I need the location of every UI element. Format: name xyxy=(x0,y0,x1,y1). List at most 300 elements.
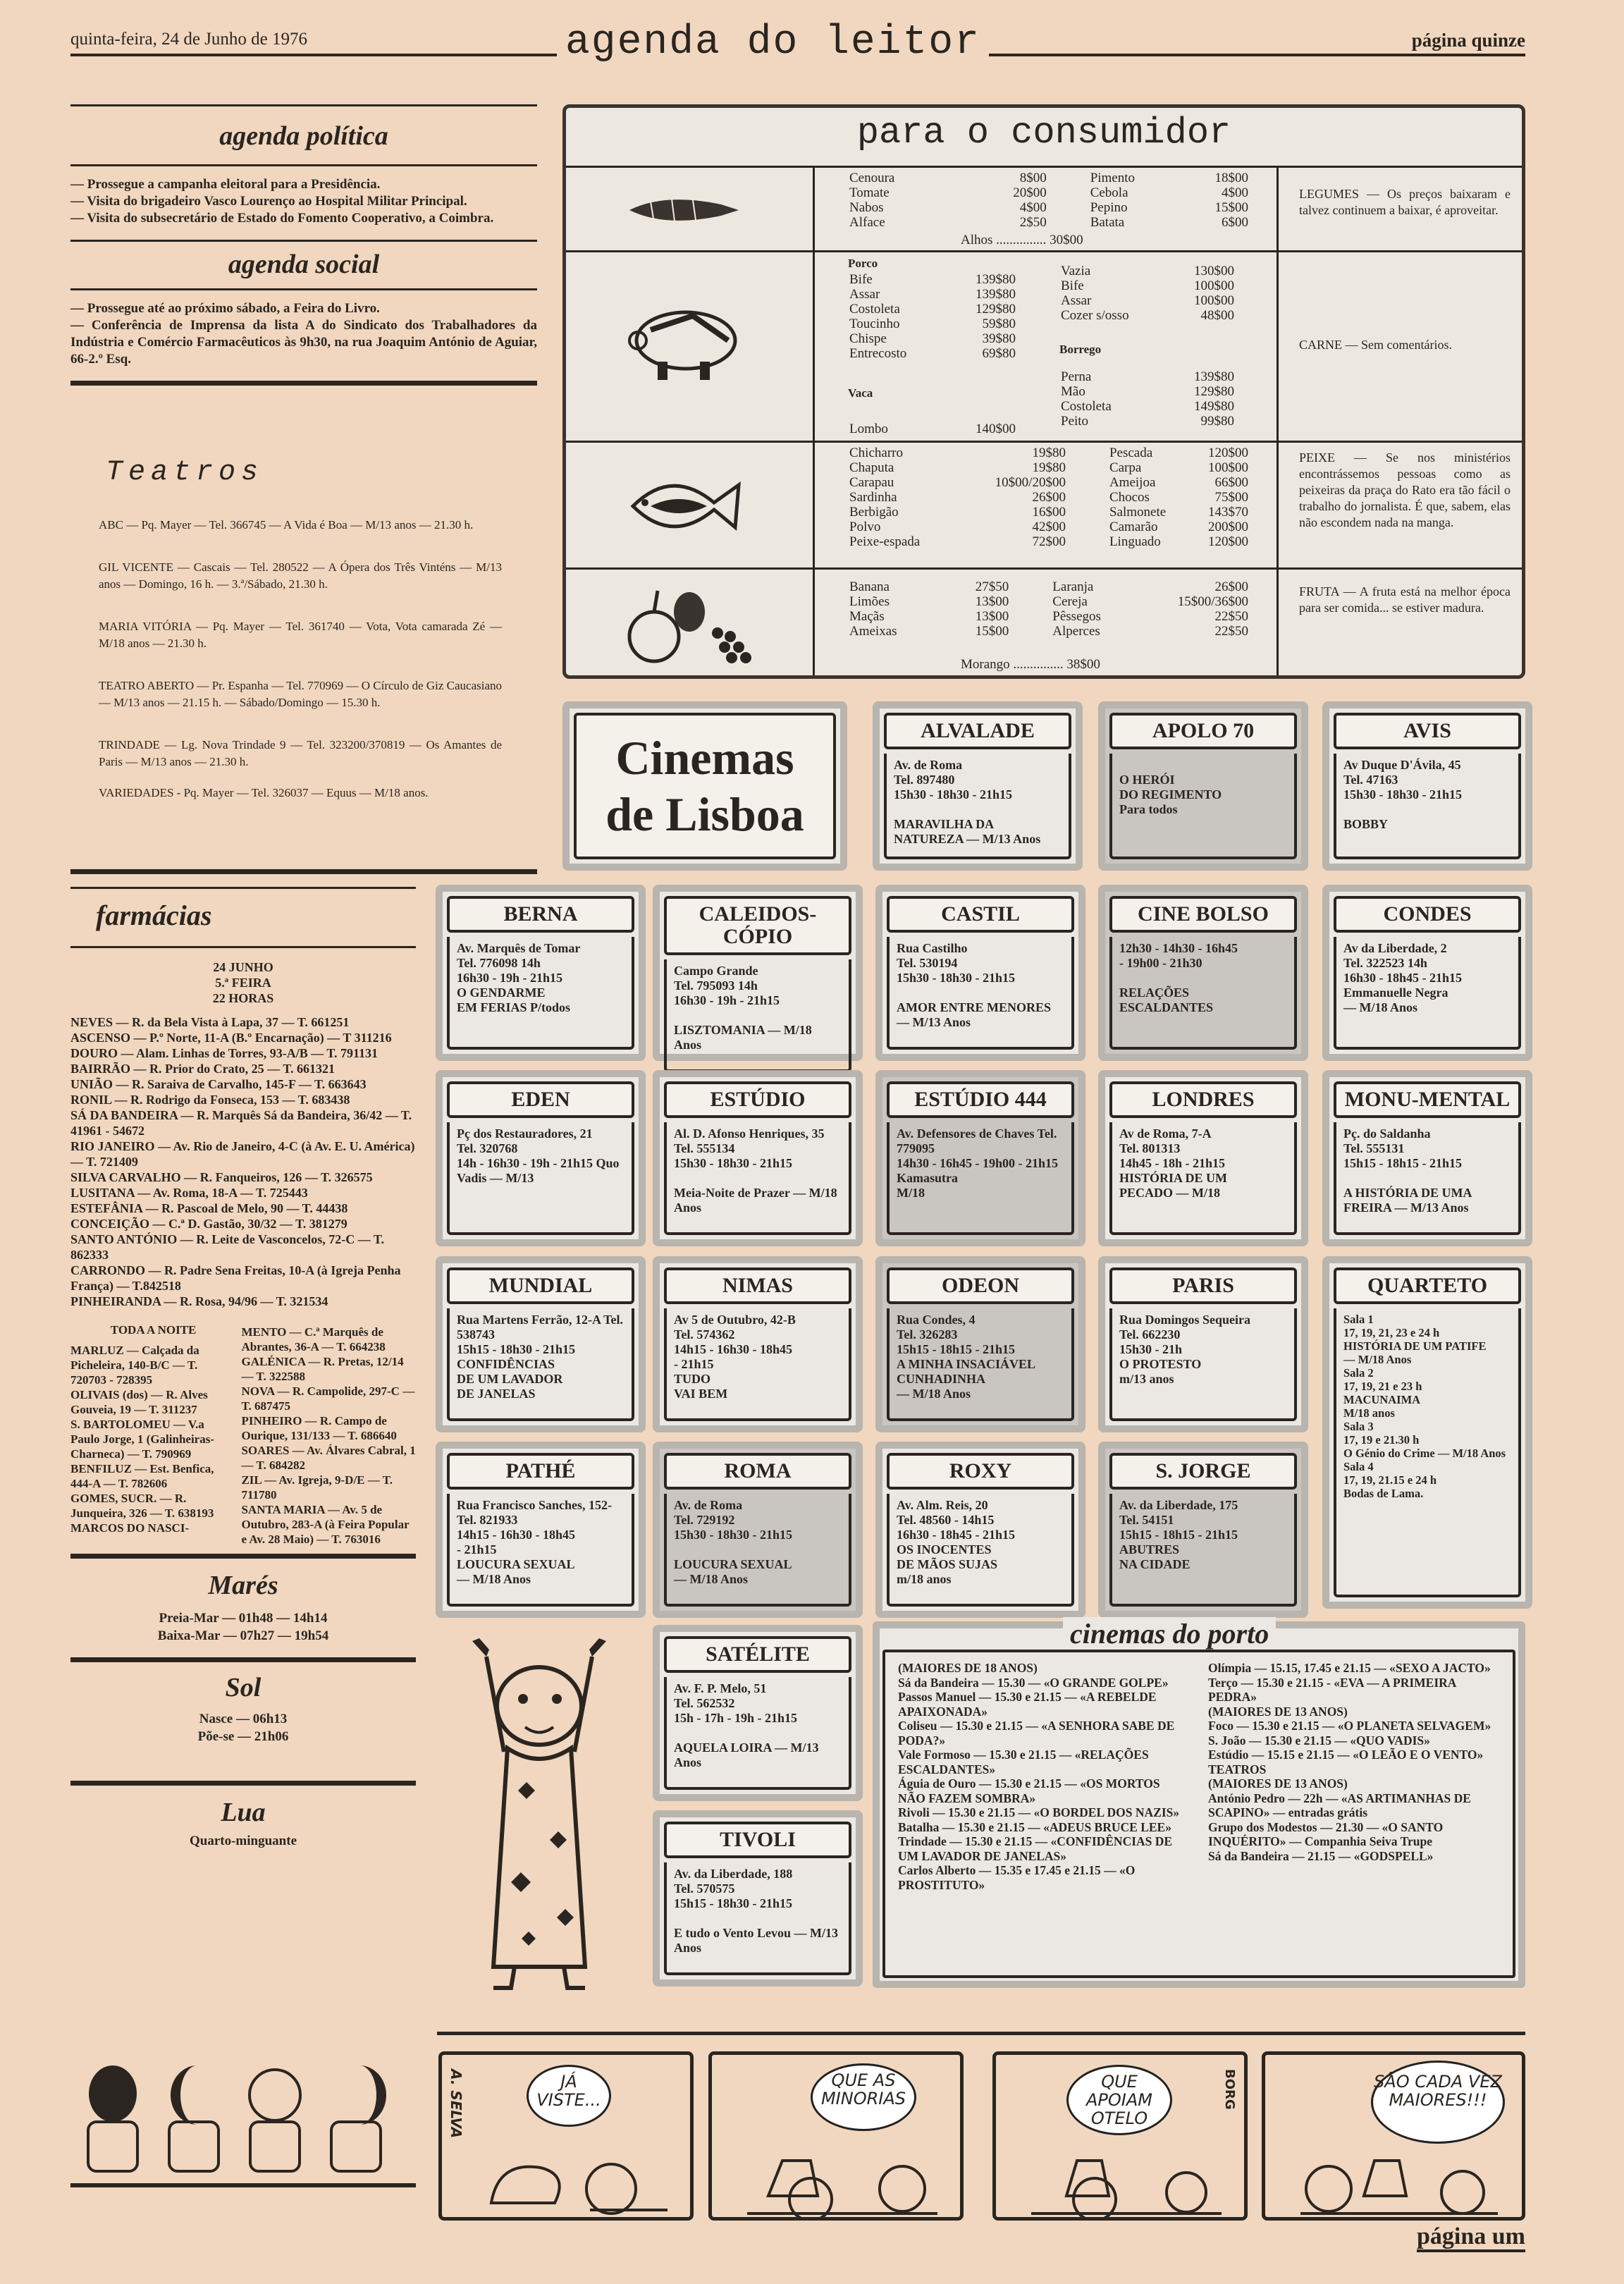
cinema-listing xyxy=(653,1625,863,1801)
toda-noite-label: TODA A NOITE xyxy=(110,1323,197,1337)
cinema-name: MONU-MENTAL xyxy=(1334,1081,1521,1118)
snail-drawing xyxy=(726,2132,952,2217)
product-price: 26$00 xyxy=(1214,579,1248,594)
product-name: Bife xyxy=(849,272,873,287)
cinema-name: TIVOLI xyxy=(664,1822,851,1858)
cinema-listing xyxy=(1322,885,1532,1061)
product-price: 15$00 xyxy=(975,624,1009,639)
cinemas-porto-title: cinemas do porto xyxy=(1063,1617,1276,1650)
cinema-details: Rua Domingos Sequeira Tel. 662230 15h30 - 21h O PROTESTO m/13 anos xyxy=(1109,1308,1297,1421)
lua-phase: Quarto-minguante xyxy=(190,1834,297,1848)
cartoon-signature: A. SELVA xyxy=(448,2069,465,2139)
farmacias-col-b xyxy=(241,1325,416,1547)
product-name: Carapau xyxy=(849,475,894,490)
cinema-listing xyxy=(1322,1256,1532,1609)
product-price: 22$50 xyxy=(1214,624,1248,639)
speech-bubble-4: SÃO CADA VEZ MAIORES!!! xyxy=(1371,2061,1505,2144)
cinema-listing xyxy=(653,885,863,1061)
price-row xyxy=(848,287,1017,302)
product-price: 19$80 xyxy=(1032,460,1066,475)
pharmacy-entry: BAIRRÃO — R. Prior do Crato, 25 — T. 661321 xyxy=(70,1062,335,1076)
product-price: 20$00 xyxy=(1013,185,1047,200)
cinema-name: EDEN xyxy=(447,1081,634,1118)
product-price: 8$00 xyxy=(1019,171,1047,185)
cinema-details: Av 5 de Outubro, 42-B Tel. 574362 14h15 - 16h30 - 18h45 - 21h15 TUDO VAI BEM xyxy=(664,1308,851,1421)
product-name: Peixe-espada xyxy=(849,534,921,549)
legumes-table xyxy=(848,171,1250,230)
product-name: Cozer s/osso xyxy=(1061,308,1129,323)
cinema-details: Av da Liberdade, 2 Tel. 322523 14h 16h30 - 18h45 - 21h15 Emmanuelle Negra — M/18 Anos xyxy=(1334,937,1521,1050)
pharmacy-entry: MARLUZ — Calçada da Picheleira, 140-B/C — T. 720703 - 728395 xyxy=(70,1344,199,1387)
cinema-listing xyxy=(875,1070,1085,1246)
product-name: Peito xyxy=(1061,414,1089,429)
consumidor-title: para o consumidor xyxy=(856,112,1231,154)
porco-table xyxy=(848,272,1017,361)
cinema-name: ESTÚDIO 444 xyxy=(887,1081,1074,1118)
product-name: Chocos xyxy=(1109,490,1150,505)
product-name: Ameixas xyxy=(849,624,897,639)
comic-panel-2 xyxy=(708,2051,964,2221)
product-name: Pepino xyxy=(1090,200,1128,215)
cinema-details: 12h30 - 14h30 - 16h45 - 19h00 - 21h30 RELAÇÕES ESCALDANTES xyxy=(1109,937,1297,1050)
product-name: Berbigão xyxy=(849,505,899,520)
product-name: Tomate xyxy=(849,185,890,200)
price-row xyxy=(848,185,1250,200)
fruta-note: FRUTA — A fruta está na melhor época para ser comida... se estiver madura. xyxy=(1299,584,1511,615)
pharmacy-entry: UNIÃO — R. Saraiva de Carvalho, 145-F — T. 663643 xyxy=(70,1077,367,1091)
teatros xyxy=(70,437,537,874)
pharmacy-entry: S. BARTOLOMEU — V.a Paulo Jorge, 1 (Galinheiras-Charneca) — T. 790969 xyxy=(70,1418,214,1461)
pharmacy-entry: GALÉNICA — R. Pretas, 12/14 — T. 322588 xyxy=(241,1355,404,1383)
cinema-name: BERNA xyxy=(447,896,634,933)
product-name: Chispe xyxy=(849,331,887,346)
product-name: Mão xyxy=(1061,384,1085,399)
cinema-details: Av. Defensores de Chaves Tel. 779095 14h30 - 16h45 - 19h00 - 21h15 Kamasutra M/18 xyxy=(887,1122,1074,1235)
product-price: 143$70 xyxy=(1208,505,1248,520)
product-price: 129$80 xyxy=(1194,384,1234,399)
price-row xyxy=(1059,399,1236,414)
product-price: 139$80 xyxy=(1194,369,1234,384)
cinema-listing xyxy=(436,1256,646,1432)
cinema-listing xyxy=(875,885,1085,1061)
cinema-details: Av Duque D'Ávila, 45 Tel. 47163 15h30 - 18h30 - 21h15 BOBBY xyxy=(1334,754,1521,859)
cinema-details: Av. de Roma Tel. 729192 15h30 - 18h30 - 21h15 LOUCURA SEXUAL — M/18 Anos xyxy=(664,1494,851,1607)
price-row xyxy=(848,346,1017,361)
cartoon-figure xyxy=(444,1628,634,1995)
product-name: Cereja xyxy=(1052,594,1088,609)
pharmacy-entry: LUSITANA — Av. Roma, 18-A — T. 725443 xyxy=(70,1186,308,1200)
pharmacy-entry: PINHEIRO — R. Campo de Ourique, 131/133 — T. 686640 xyxy=(241,1414,397,1442)
farmacias-date: 24 JUNHO xyxy=(213,960,273,974)
lua-title: Lua xyxy=(221,1798,266,1827)
fruta-morango: Morango ............... 38$00 xyxy=(961,657,1100,672)
cinema-listing xyxy=(1098,1442,1308,1618)
price-row xyxy=(1059,278,1236,293)
teatro-item: GIL VICENTE — Cascais — Tel. 280522 — A Ópera dos Três Vinténs — M/13 anos — Domingo, 16 h. — 3.ª/Sábado, 21.30 h. xyxy=(99,560,502,591)
comic-panel-3 xyxy=(992,2051,1248,2221)
cinema-listing xyxy=(1322,701,1532,871)
legumes-note: LEGUMES — Os preços baixaram e talvez continuem a baixar, é aproveitar. xyxy=(1299,187,1511,217)
cinema-listing xyxy=(1098,1070,1308,1246)
pharmacy-entry: ESTEFÂNIA — R. Pascoal de Melo, 90 — T. 44438 xyxy=(70,1201,348,1215)
farmacias-col-a xyxy=(70,1325,231,1547)
product-price: 2$50 xyxy=(1019,215,1047,230)
product-name: Costoleta xyxy=(849,302,900,317)
cinema-name: CONDES xyxy=(1334,896,1521,933)
cinema-details: Rua Condes, 4 Tel. 326283 15h15 - 18h15 - 21h15 A MINHA INSACIÁVEL CUNHADINHA — M/18 Anos xyxy=(887,1308,1074,1421)
product-name: Polvo xyxy=(849,520,881,534)
peixe-note: PEIXE — Se nos ministérios encontrássemos pessoas como as peixeiras da praça do Rato era tão fácil o trabalho do jornalista. É que, sabem, elas não escondem nada na manga. xyxy=(1299,450,1511,529)
product-price: 120$00 xyxy=(1208,534,1248,549)
product-price: 22$50 xyxy=(1214,609,1248,624)
cinema-name: S. JORGE xyxy=(1109,1453,1297,1490)
pharmacy-entry: DOURO — Alam. Linhas de Torres, 93-A/B — T. 791131 xyxy=(70,1046,379,1060)
product-price: 16$00 xyxy=(1032,505,1066,520)
cinema-details: Al. D. Afonso Henriques, 35 Tel. 555134 15h30 - 18h30 - 21h15 Meia-Noite de Prazer — M/18 Anos xyxy=(664,1122,851,1235)
consumidor-row-fruta xyxy=(566,570,1522,682)
cinemas-lisboa-title: Cinemas de Lisboa xyxy=(605,731,804,841)
product-price: 19$80 xyxy=(1032,446,1066,460)
snail-drawing xyxy=(1279,2132,1512,2217)
pharmacy-entry: GOMES, SUCR. — R. Junqueira, 326 — T. 638193 xyxy=(70,1492,214,1520)
product-price: 75$00 xyxy=(1214,490,1248,505)
cinema-listing xyxy=(653,1256,863,1432)
cinema-name: CASTIL xyxy=(887,896,1074,933)
agenda-politica-item: — Prossegue a campanha eleitoral para a Presidência. xyxy=(70,177,381,192)
teatro-item: TEATRO ABERTO — Pr. Espanha — Tel. 770969 — O Círculo de Giz Caucasiano — M/13 anos — 21.15 h. — Sábado/Domingo — 15.30 h. xyxy=(99,679,502,709)
product-price: 129$80 xyxy=(976,302,1016,317)
pharmacy-entry: SANTA MARIA — Av. 5 de Outubro, 283-A (à Feira Popular e Av. 28 Maio) — T. 763016 xyxy=(241,1503,410,1546)
product-price: 4$00 xyxy=(1222,185,1248,200)
product-name: Carpa xyxy=(1109,460,1142,475)
price-row xyxy=(848,609,1250,624)
price-row xyxy=(848,272,1017,287)
product-name: Maçãs xyxy=(849,609,885,624)
price-row xyxy=(848,475,1250,490)
cinema-name: PATHÉ xyxy=(447,1453,634,1490)
price-row xyxy=(1059,369,1236,384)
pharmacy-entry: SILVA CARVALHO — R. Fanqueiros, 126 — T. 326575 xyxy=(70,1170,373,1184)
agenda-social-item: — Conferência de Imprensa da lista A do Sindicato dos Trabalhadores da Indústria e Comércio Farmacêuticos às 9h30, na rua Joaquim António de Aguiar, 66-2.º Esq. xyxy=(70,318,537,367)
pharmacy-entry: MENTO — C.ª Marquês de Abrantes, 36-A — T. 664238 xyxy=(241,1325,386,1353)
pharmacy-entry: RONIL — R. Rodrigo da Fonseca, 153 — T. 683438 xyxy=(70,1093,350,1107)
teatro-item: TRINDADE — Lg. Nova Trindade 9 — Tel. 323200/370819 — Os Amantes de Paris — M/13 anos — 21.30 h. xyxy=(99,738,502,768)
product-name: Chicharro xyxy=(849,446,903,460)
teatro-item: MARIA VITÓRIA — Pq. Mayer — Tel. 361740 — Vota, Vota camarada Zé — M/18 anos — 21.30 h. xyxy=(99,620,502,650)
cinema-details: Av de Roma, 7-A Tel. 801313 14h45 - 18h - 21h15 HISTÓRIA DE UM PECADO — M/18 xyxy=(1109,1122,1297,1235)
cinema-name: QUARTETO xyxy=(1334,1267,1521,1304)
cinema-name: ESTÚDIO xyxy=(664,1081,851,1118)
cinema-name: MUNDIAL xyxy=(447,1267,634,1304)
cinema-name: NIMAS xyxy=(664,1267,851,1304)
product-name: Nabos xyxy=(849,200,884,215)
cinema-listing xyxy=(1098,701,1308,871)
speech-bubble-3: QUE APOIAM OTELO xyxy=(1066,2065,1172,2135)
product-name: Salmonete xyxy=(1109,505,1167,520)
cinema-listing xyxy=(436,1442,646,1618)
product-price: 4$00 xyxy=(1019,200,1047,215)
cinemas-lisboa-title-box xyxy=(562,701,847,871)
agenda-politica xyxy=(70,104,537,386)
product-price: 6$00 xyxy=(1222,215,1248,230)
price-row xyxy=(1059,293,1236,308)
farmacias xyxy=(70,887,416,1849)
cinema-name: AVIS xyxy=(1334,713,1521,749)
product-price: 120$00 xyxy=(1208,446,1248,460)
sol-poe: Põe-se — 21h06 xyxy=(197,1729,289,1744)
farmacias-weekday: 5.ª FEIRA xyxy=(215,976,271,990)
product-price: 149$80 xyxy=(1194,399,1234,414)
product-price: 13$00 xyxy=(975,594,1009,609)
product-name: Costoleta xyxy=(1061,399,1112,414)
mares-baixa: Baixa-Mar — 07h27 — 19h54 xyxy=(157,1628,329,1643)
carrot-icon xyxy=(622,189,742,231)
pharmacy-entry: SANTO ANTÓNIO — R. Leite de Vasconcelos, 72-C — T. 862333 xyxy=(70,1232,385,1262)
comic-strip-rule xyxy=(437,2032,1525,2035)
sol-title: Sol xyxy=(225,1673,262,1702)
pig-icon xyxy=(622,302,749,386)
cinema-listing xyxy=(653,1070,863,1246)
product-name: Cebola xyxy=(1090,185,1128,200)
cinemas-porto-col1: (MAIORES DE 18 ANOS) Sá da Bandeira — 15.30 — «O GRANDE GOLPE» Passos Manuel — 15.30 e 21.15 — «A REBELDE APAIXONADA» Coliseu — 15.30 e 21.15 — «A SENHORA SABE DE PODA?» Vale Formoso — 15.30 e 21.15 — «RELAÇÕES ESCALDANTES» Águia de Ouro — 15.30 e 21.15 — «OS MORTOS NÃO FAZEM SOMBRA» Rivoli — 15.30 e 21.15 — «O BORDEL DOS NAZIS» Batalha — 15.30 e 21.15 — «ADEUS BRUCE LEE» Trindade — 15.30 e 21.15 — «CONFIDÊNCIAS DE UM LAVADOR DE JANELAS» Carlos Alberto — 15.35 e 17.45 e 21.15 — «O PROSTITUTO» xyxy=(898,1661,1180,1892)
pharmacy-entry: OLIVAIS (dos) — R. Alves Gouveia, 19 — T. 311237 xyxy=(70,1388,208,1416)
price-row xyxy=(848,460,1250,475)
mares-title: Marés xyxy=(208,1571,278,1600)
pharmacy-entry: ZIL — Av. Igreja, 9-D/E — T. 711780 xyxy=(241,1473,393,1502)
teatro-item: ABC — Pq. Mayer — Tel. 366745 — A Vida é Boa — M/13 anos — 21.30 h. xyxy=(99,518,474,532)
price-row xyxy=(848,317,1017,331)
peixe-table xyxy=(848,446,1250,549)
pharmacy-entry: CONCEIÇÃO — C.ª D. Gastão, 30/32 — T. 381279 xyxy=(70,1217,347,1231)
product-name: Assar xyxy=(1061,293,1092,308)
product-name: Limões xyxy=(849,594,890,609)
agenda-politica-item: — Visita do brigadeiro Vasco Lourenço ao Hospital Militar Principal. xyxy=(70,194,467,209)
product-price: 42$00 xyxy=(1032,520,1066,534)
consumidor-box xyxy=(562,104,1525,679)
agenda-social-item: — Prossegue até ao próximo sábado, a Feira do Livro. xyxy=(70,301,380,316)
cinema-details: Campo Grande Tel. 795093 14h 16h30 - 19h - 21h15 LISZTOMANIA — M/18 Anos xyxy=(664,959,851,1072)
product-name: Ameijoa xyxy=(1109,475,1156,490)
price-row xyxy=(848,505,1250,520)
snail-drawing xyxy=(470,2132,682,2217)
speech-bubble-2: QUE AS MINORIAS xyxy=(811,2063,916,2131)
cinema-listing xyxy=(875,1442,1085,1618)
price-row xyxy=(848,490,1250,505)
cinema-details: Av. da Liberdade, 175 Tel. 54151 15h15 - 18h15 - 21h15 ABUTRES NA CIDADE xyxy=(1109,1494,1297,1607)
price-row xyxy=(848,302,1017,317)
snail-drawing xyxy=(1010,2132,1236,2217)
agenda-politica-title: agenda política xyxy=(219,121,388,151)
agenda-politica-item: — Visita do subsecretário de Estado do Fomento Cooperativo, a Coimbra. xyxy=(70,211,494,226)
product-price: 66$00 xyxy=(1214,475,1248,490)
footer-page: página um xyxy=(1417,2224,1525,2252)
product-name: Pescada xyxy=(1109,446,1153,460)
cinema-name: CINE BOLSO xyxy=(1109,896,1297,933)
sol-nasce: Nasce — 06h13 xyxy=(199,1712,288,1726)
cinema-listing xyxy=(653,1442,863,1618)
cinema-listing xyxy=(1098,885,1308,1061)
price-row xyxy=(1059,384,1236,399)
product-price: 100$00 xyxy=(1194,278,1234,293)
product-name: Perna xyxy=(1061,369,1092,384)
moon-phases-illustration xyxy=(70,2051,416,2199)
product-name: Camarão xyxy=(1109,520,1158,534)
product-price: 59$80 xyxy=(982,317,1016,331)
cartoon-signature-2: BORG xyxy=(1222,2069,1237,2110)
consumidor-row-carne xyxy=(566,252,1522,443)
cinema-name: APOLO 70 xyxy=(1109,713,1297,749)
price-row xyxy=(848,331,1017,346)
cinema-details: Rua Martens Ferrão, 12-A Tel. 538743 15h15 - 18h30 - 21h15 CONFIDÊNCIAS DE UM LAVADOR DE JANELAS xyxy=(447,1308,634,1421)
product-price: 139$80 xyxy=(976,287,1016,302)
pharmacy-entry: PINHEIRANDA — R. Rosa, 94/96 — T. 321534 xyxy=(70,1294,328,1308)
product-name: Chaputa xyxy=(849,460,894,475)
price-row xyxy=(848,534,1250,549)
product-name: Laranja xyxy=(1052,579,1094,594)
product-price: 15$00/36$00 xyxy=(1177,594,1248,609)
price-row xyxy=(1059,308,1236,323)
comic-panel-1 xyxy=(438,2051,694,2221)
farmacias-hour: 22 HORAS xyxy=(212,991,274,1005)
product-name: Pimento xyxy=(1090,171,1136,185)
product-name: Entrecosto xyxy=(849,346,907,361)
price-row xyxy=(848,520,1250,534)
product-name: Linguado xyxy=(1109,534,1161,549)
fruit-icon xyxy=(619,577,760,668)
header-date: quinta-feira, 24 de Junho de 1976 xyxy=(70,30,308,49)
product-price: 18$00 xyxy=(1214,171,1248,185)
farmacias-title: farmácias xyxy=(96,900,212,931)
lombo-table xyxy=(848,422,1017,436)
cinema-name: LONDRES xyxy=(1109,1081,1297,1118)
cinema-details: O HERÓI DO REGIMENTO Para todos xyxy=(1109,754,1297,859)
product-price: 27$50 xyxy=(975,579,1009,594)
cinema-listing xyxy=(653,1810,863,1987)
pharmacy-entry: BENFILUZ — Est. Benfica, 444-A — T. 782606 xyxy=(70,1462,214,1490)
product-price: 15$00 xyxy=(1214,200,1248,215)
farmacias-list xyxy=(70,1014,416,1309)
pharmacy-entry: ASCENSO — P.º Norte, 11-A (B.º Encarnação) — T 311216 xyxy=(70,1031,392,1045)
fruta-table xyxy=(848,579,1250,639)
product-price: 26$00 xyxy=(1032,490,1066,505)
price-row xyxy=(848,624,1250,639)
agenda-social-title: agenda social xyxy=(228,250,380,279)
product-name: Pêssegos xyxy=(1052,609,1101,624)
cinema-details: Sala 1 17, 19, 21, 23 e 24 h HISTÓRIA DE UM PATIFE — M/18 Anos Sala 2 17, 19, 21 e 23 h MACUNAIMA M/18 anos Sala 3 17, 19 e 21.30 h O Génio do Crime — M/18 Anos Sala 4 17, 19, 21.15 e 24 h Bodas de Lama. xyxy=(1334,1308,1521,1597)
product-price: 130$00 xyxy=(1194,264,1234,278)
price-row xyxy=(848,594,1250,609)
cinema-details: Pç. do Saldanha Tel. 555131 15h15 - 18h15 - 21h15 A HISTÓRIA DE UMA FREIRA — M/13 Anos xyxy=(1334,1122,1521,1235)
product-name: Bife xyxy=(1061,278,1084,293)
product-price: 100$00 xyxy=(1208,460,1248,475)
cinema-details: Pç dos Restauradores, 21 Tel. 320768 14h - 16h30 - 19h - 21h15 Quo Vadis — M/13 xyxy=(447,1122,634,1235)
product-price: 13$00 xyxy=(975,609,1009,624)
cinemas-porto-col2: Olímpia — 15.15, 17.45 e 21.15 — «SEXO A JACTO» Terço — 15.30 e 21.15 - «EVA — A PRIMEIRA PEDRA» (MAIORES DE 13 ANOS) Foco — 15.30 e 21.15 — «O PLANETA SELVAGEM» S. João — 15.30 e 21.15 — «QUO VADIS» Estúdio — 15.15 e 21.15 — «O LEÃO E O VENTO» TEATROS (MAIORES DE 13 ANOS) António Pedro — 22h — «AS ARTIMANHAS DE SCAPINO» — entradas grátis Grupo dos Modestos — 21.30 — «O SANTO INQUÉRITO» — Companhia Seiva Trupe Sá da Bandeira — 21.15 — «GODSPELL» xyxy=(1208,1661,1491,1863)
page-title: agenda do leitor xyxy=(557,20,989,66)
cinema-name: SATÉLITE xyxy=(664,1636,851,1673)
cinema-name: ROMA xyxy=(664,1453,851,1490)
consumidor-row-peixe xyxy=(566,443,1522,570)
cinema-details: Av. F. P. Melo, 51 Tel. 562532 15h - 17h - 19h - 21h15 AQUELA LOIRA — M/13 Anos xyxy=(664,1677,851,1790)
cinema-details: Av. da Liberdade, 188 Tel. 570575 15h15 - 18h30 - 21h15 E tudo o Vento Levou — M/13 Anos xyxy=(664,1862,851,1975)
product-name: Assar xyxy=(849,287,880,302)
pharmacy-entry: SÁ DA BANDEIRA — R. Marquês Sá da Bandeira, 36/42 — T. 41961 - 54672 xyxy=(70,1108,412,1138)
price-row xyxy=(848,215,1250,230)
borrego-label: Borrego xyxy=(1059,343,1102,356)
comic-panel-4 xyxy=(1262,2051,1525,2221)
cinema-details: Av. de Roma Tel. 897480 15h30 - 18h30 - 21h15 MARAVILHA DA NATUREZA — M/13 Anos xyxy=(884,754,1071,859)
cinema-details: Av. Alm. Reis, 20 Tel. 48560 - 14h15 16h30 - 18h45 - 21h15 OS INOCENTES DE MÃOS SUJAS m/18 anos xyxy=(887,1494,1074,1607)
cinema-name: ROXY xyxy=(887,1453,1074,1490)
header-page: página quinze xyxy=(1411,30,1525,51)
pharmacy-entry: RIO JANEIRO — Av. Rio de Janeiro, 4-C (à Av. E. U. América) — T. 721409 xyxy=(70,1139,415,1169)
lombo-price: 140$00 xyxy=(976,422,1016,436)
cinema-name: CALEIDOS-CÓPIO xyxy=(664,896,851,955)
teatro-item: VARIEDADES - Pq. Mayer — Tel. 326037 — Equus — M/18 anos. xyxy=(99,786,429,799)
pharmacy-entry: NEVES — R. da Bela Vista à Lapa, 37 — T. 661251 xyxy=(70,1015,350,1029)
cinema-name: PARIS xyxy=(1109,1267,1297,1304)
pharmacy-entry: CARRONDO — R. Padre Sena Freitas, 10-A (à Igreja Penha França) — T.842518 xyxy=(70,1263,401,1293)
consumidor-row-legumes xyxy=(566,168,1522,252)
product-price: 72$00 xyxy=(1032,534,1066,549)
page-header xyxy=(70,20,1525,69)
product-price: 10$00/20$00 xyxy=(995,475,1066,490)
product-name: Cenoura xyxy=(849,171,895,185)
teatros-title: Teatros xyxy=(106,457,264,489)
product-name: Toucinho xyxy=(849,317,900,331)
borrego-table xyxy=(1059,369,1236,429)
vaca-table xyxy=(1059,264,1236,323)
porco-label: Porco xyxy=(848,257,878,270)
product-name: Alperces xyxy=(1052,624,1100,639)
cinema-name: ALVALADE xyxy=(884,713,1071,749)
cinema-name: ODEON xyxy=(887,1267,1074,1304)
cinema-details: Rua Francisco Sanches, 152-Tel. 821933 14h15 - 16h30 - 18h45 - 21h15 LOUCURA SEXUAL — M/18 Anos xyxy=(447,1494,634,1607)
legumes-alhos: Alhos ............... 30$00 xyxy=(961,233,1083,247)
carne-note: CARNE — Sem comentários. xyxy=(1299,338,1452,352)
product-price: 48$00 xyxy=(1200,308,1234,323)
cinema-details: Rua Castilho Tel. 530194 15h30 - 18h30 - 21h15 AMOR ENTRE MENORES — M/13 Anos xyxy=(887,937,1074,1050)
product-price: 100$00 xyxy=(1194,293,1234,308)
price-row xyxy=(1059,414,1236,429)
price-row xyxy=(1059,264,1236,278)
cinemas-porto xyxy=(873,1618,1525,1988)
product-name: Banana xyxy=(849,579,890,594)
product-price: 69$80 xyxy=(982,346,1016,361)
mares-preia: Preia-Mar — 01h48 — 14h14 xyxy=(159,1611,328,1626)
cinema-listing xyxy=(875,1256,1085,1432)
price-row xyxy=(848,200,1250,215)
product-price: 39$80 xyxy=(982,331,1016,346)
vaca-label: Vaca xyxy=(848,386,873,400)
price-row xyxy=(848,446,1250,460)
product-price: 139$80 xyxy=(976,272,1016,287)
price-row xyxy=(848,579,1250,594)
product-name: Sardinha xyxy=(849,490,897,505)
fish-icon xyxy=(622,471,742,541)
cinema-listing xyxy=(1322,1070,1532,1246)
product-name: Batata xyxy=(1090,215,1125,230)
product-name: Vazia xyxy=(1061,264,1091,278)
pharmacy-entry: MARCOS DO NASCI- xyxy=(70,1521,190,1535)
speech-bubble-1: JÁ VISTE... xyxy=(527,2065,611,2127)
product-price: 99$80 xyxy=(1200,414,1234,429)
cinema-listing xyxy=(1098,1256,1308,1432)
lombo-name: Lombo xyxy=(849,422,888,436)
product-name: Alface xyxy=(849,215,885,230)
pharmacy-entry: NOVA — R. Campolide, 297-C — T. 687475 xyxy=(241,1384,415,1413)
price-row xyxy=(848,171,1250,185)
